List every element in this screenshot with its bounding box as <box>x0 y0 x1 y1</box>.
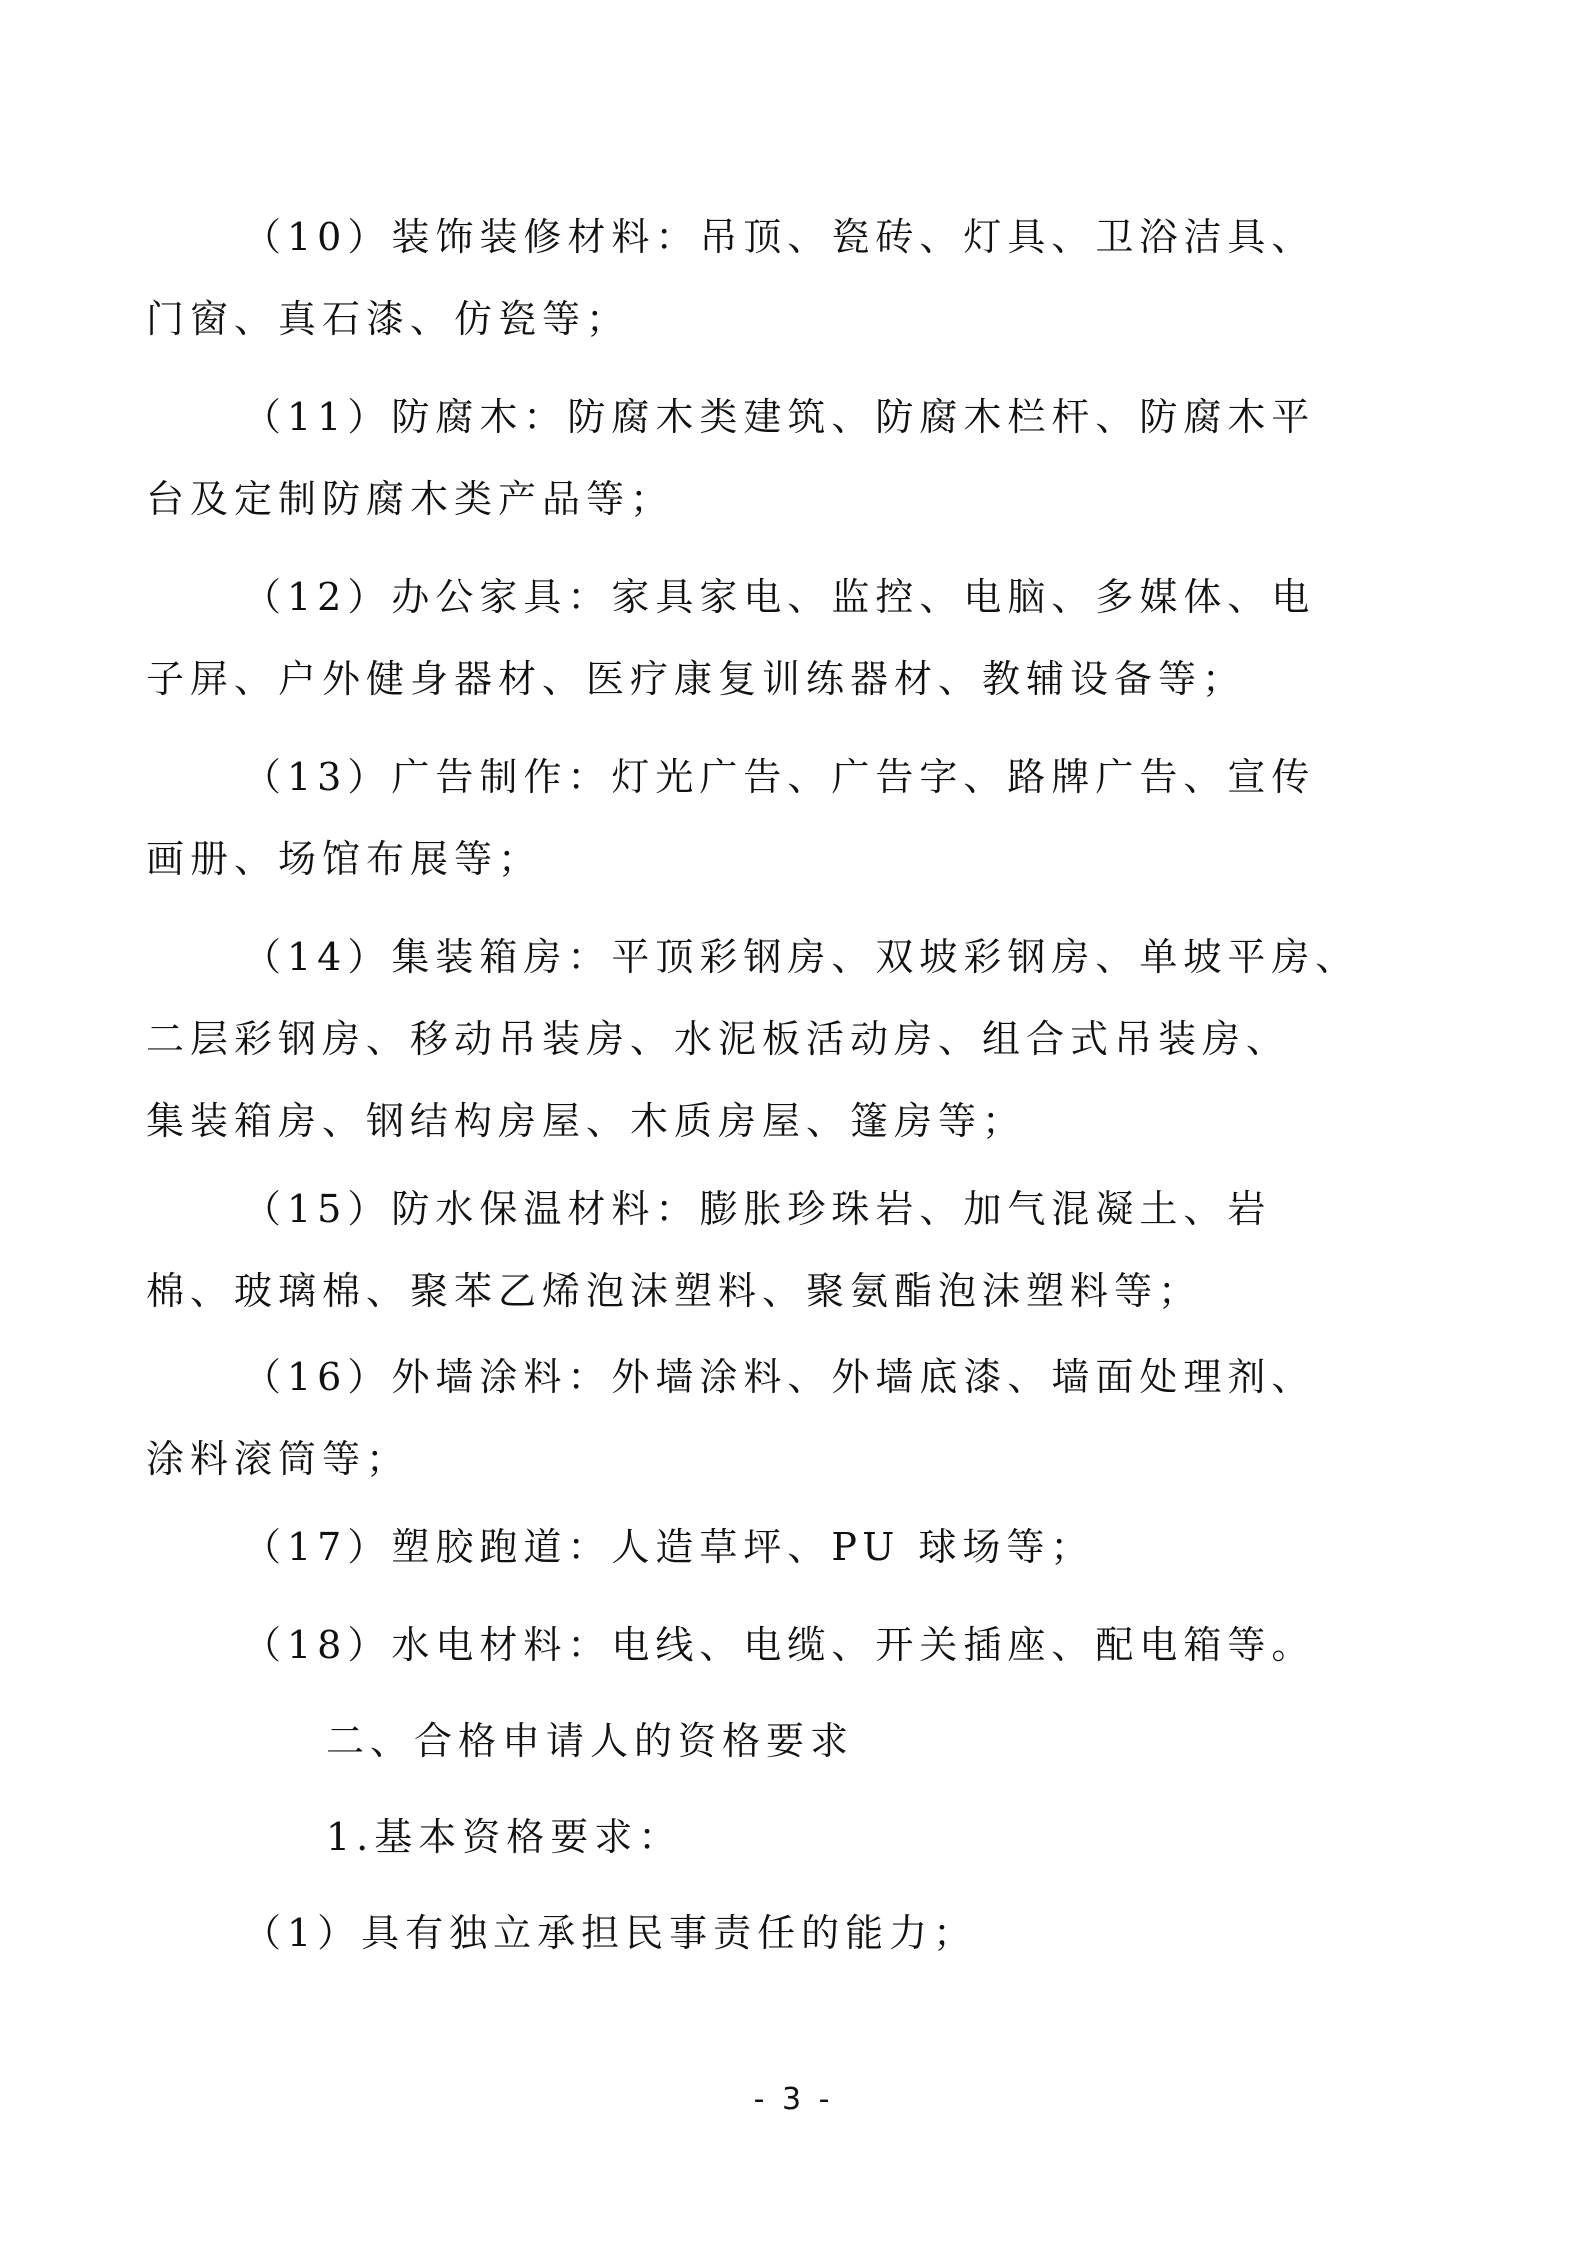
paragraph-item-12 <box>146 556 1363 720</box>
text-line: 门窗、真石漆、仿瓷等； <box>146 297 631 341</box>
text-line: 子屏、户外健身器材、医疗康复训练器材、教辅设备等； <box>146 657 1247 701</box>
paragraph-item-17 <box>243 1506 1363 1588</box>
paragraph-item-14 <box>146 916 1363 1162</box>
paragraph-item-16 <box>146 1336 1363 1500</box>
text-line: 二、合格申请人的资格要求 <box>326 1719 855 1763</box>
text-line: 集装箱房、钢结构房屋、木质房屋、篷房等； <box>146 1099 1027 1143</box>
text-line: 二层彩钢房、移动吊装房、水泥板活动房、组合式吊装房、 <box>146 1017 1291 1061</box>
text-line: 棉、玻璃棉、聚苯乙烯泡沫塑料、聚氨酯泡沫塑料等； <box>146 1269 1203 1313</box>
text-line: 1.基本资格要求： <box>326 1815 683 1859</box>
subsection-heading <box>326 1796 1446 1878</box>
section-heading <box>326 1700 1446 1782</box>
paragraph-item-18 <box>243 1604 1363 1686</box>
text-line: 画册、场馆布展等； <box>146 837 543 881</box>
text-line: （16）外墙涂料：外墙涂料、外墙底漆、墙面处理剂、 <box>243 1355 1316 1399</box>
text-line: （10）装饰装修材料：吊顶、瓷砖、灯具、卫浴洁具、 <box>243 215 1316 259</box>
text-line: （17）塑胶跑道：人造草坪、PU 球场等； <box>243 1525 1095 1569</box>
page-number: - 3 - <box>753 2082 834 2117</box>
text-line: （11）防腐木：防腐木类建筑、防腐木栏杆、防腐木平 <box>243 395 1316 439</box>
text-line: （13）广告制作：灯光广告、广告字、路牌广告、宣传 <box>243 755 1316 799</box>
text-line: 台及定制防腐木类产品等； <box>146 477 675 521</box>
paragraph-requirement-1 <box>243 1892 1363 1974</box>
paragraph-item-15 <box>146 1168 1363 1332</box>
text-line: （1）具有独立承担民事责任的能力； <box>243 1911 978 1955</box>
text-line: （12）办公家具：家具家电、监控、电脑、多媒体、电 <box>243 575 1316 619</box>
paragraph-item-10 <box>146 196 1363 360</box>
text-line: （15）防水保温材料：膨胀珍珠岩、加气混凝土、岩 <box>243 1187 1272 1231</box>
text-line: （14）集装箱房：平顶彩钢房、双坡彩钢房、单坡平房、 <box>243 935 1360 979</box>
text-line: 涂料滚筒等； <box>146 1437 411 1481</box>
paragraph-item-13 <box>146 736 1363 900</box>
text-line: （18）水电材料：电线、电缆、开关插座、配电箱等。 <box>243 1623 1316 1667</box>
paragraph-item-11 <box>146 376 1363 540</box>
